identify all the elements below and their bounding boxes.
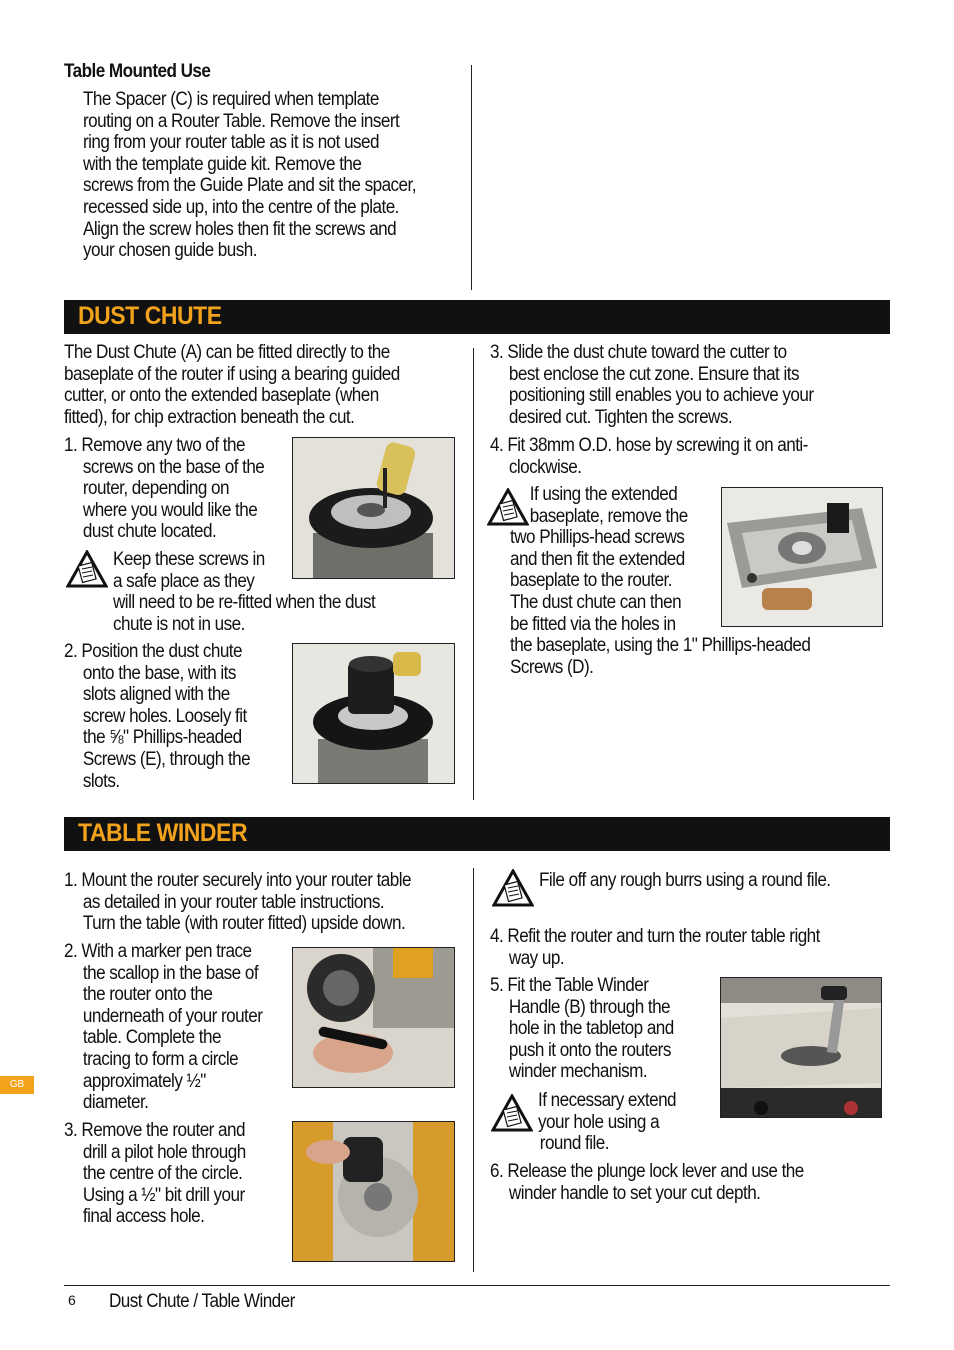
drilling-photo [292,1121,455,1262]
text-line: slots aligned with the [82,684,230,706]
text-line: routing on a Router Table. Remove the insert [83,110,400,132]
text-line: 3. Slide the dust chute toward the cutter to [490,342,787,363]
text-line: the ⅝" Phillips-headed [82,727,242,749]
table-winder-banner [64,817,890,851]
text-line: hole in the tabletop and [508,1018,674,1040]
dust-chute-photo [292,643,455,784]
dust-step-4 [490,435,808,478]
text-line: a safe place as they [113,570,255,592]
text-line: Screws (E), through the [82,748,251,770]
winder-step-1 [64,870,411,935]
dust-step-2 [64,641,250,792]
text-line: clockwise. [508,456,582,478]
text-line: two Phillips-head screws [510,527,685,549]
text-line: ring from your router table as it is not used [83,132,380,154]
winder-step-5 [490,975,674,1083]
text-line: drill a pilot hole through [82,1141,246,1163]
text-line: Using a ½" bit drill your [82,1184,245,1206]
text-line: recessed side up, into the centre of the plate. [83,196,399,218]
text-line: positioning still enables you to achieve your [508,385,814,407]
text-line: baseplate of the router if using a bearing guided [64,363,400,385]
dust-step-3 [490,342,814,428]
table-mounted-heading: Table Mounted Use [64,61,211,82]
text-line: the router onto the [82,984,213,1006]
text-line: 4. Refit the router and turn the router table right [490,926,820,947]
column-divider [473,868,474,1272]
text-line: approximately ½" [82,1070,206,1092]
text-line: way up. [508,947,565,969]
text-line: your hole using a [538,1111,660,1133]
dust-chute-title: DUST CHUTE [78,302,222,330]
text-line: as detailed in your router table instructions. [82,891,385,913]
winder-step-4 [490,926,820,969]
tracing-photo [292,947,455,1088]
table-winder-title: TABLE WINDER [78,819,248,847]
text-line: table. Complete the [82,1027,221,1049]
text-line: screws from the Guide Plate and sit the spacer, [83,175,416,197]
text-line: dust chute located. [82,521,217,543]
text-line: 4. Fit 38mm O.D. hose by screwing it on anti- [490,435,808,456]
text-line: 1. Mount the router securely into your router table [64,870,411,891]
dust-chute-intro [64,342,400,428]
text-line: the scallop in the base of [82,962,259,984]
text-line: Turn the table (with router fitted) upside down. [82,913,406,935]
text-line: The Dust Chute (A) can be fitted directly to the [64,342,390,363]
text-line: tracing to form a circle [82,1048,239,1070]
column-divider [471,65,472,290]
text-line: cutter, or onto the extended baseplate (when [64,385,379,407]
text-line: screw holes. Loosely fit [82,705,247,727]
text-line: round file. [539,1133,609,1155]
text-line: your chosen guide bush. [83,240,257,262]
text-line: 6. Release the plunge lock lever and use the [490,1161,804,1182]
text-line: best enclose the cut zone. Ensure that its [508,363,799,385]
warning-icon [491,1094,533,1132]
extended-baseplate-photo [721,487,883,627]
page-number: 6 [68,1292,76,1308]
text-line: underneath of your router [82,1005,263,1027]
text-line: the baseplate, using the 1" Phillips-headed [510,635,811,657]
footer-title: Dust Chute / Table Winder [109,1291,295,1312]
text-line: and then fit the extended [510,548,685,570]
table-mounted-text [83,89,416,262]
dust-chute-banner [64,300,890,334]
language-tab: GB [0,1076,34,1094]
text-line: router, depending on [82,478,229,500]
text-line: final access hole. [82,1206,205,1228]
text-line: will need to be re-fitted when the dust [113,592,376,614]
text-line: baseplate to the router. [510,570,672,592]
winder-step-3 [64,1120,246,1228]
text-line: Handle (B) through the [508,996,671,1018]
text-line: Screws (D). [510,656,594,678]
text-line: desired cut. Tighten the screws. [508,406,733,428]
footer-divider [64,1285,890,1286]
text-line: If necessary extend [538,1090,677,1111]
text-line: where you would like the [82,499,258,521]
text-line: Keep these screws in [113,549,265,570]
winder-warning-2 [538,1090,676,1155]
text-line: baseplate, remove the [529,505,688,527]
warning-icon [66,550,108,588]
text-line: with the template guide kit. Remove the [83,153,362,175]
text-line: the centre of the circle. [82,1163,243,1185]
text-line: 1. Remove any two of the [64,435,245,456]
winder-step-2 [64,941,262,1114]
text-line: Align the screw holes then fit the screws and [83,218,397,240]
column-divider [473,348,474,800]
text-line: 5. Fit the Table Winder [490,975,649,996]
text-line: diameter. [82,1092,149,1114]
text-line: If using the extended [529,484,678,505]
text-line: winder mechanism. [508,1061,648,1083]
winder-warning-1 [539,870,831,892]
text-line: The Spacer (C) is required when template [83,89,379,110]
text-line: 2. Position the dust chute [64,641,242,662]
text-line: File off any rough burrs using a round file. [539,870,831,891]
text-line: fitted), for chip extraction beneath the cut. [64,406,355,428]
winder-handle-photo [720,977,882,1118]
text-line: 3. Remove the router and [64,1120,245,1141]
winder-step-6 [490,1161,804,1204]
text-line: winder handle to set your cut depth. [508,1182,761,1204]
warning-icon [492,869,534,907]
text-line: The dust chute can then [510,591,682,613]
text-line: slots. [82,770,120,792]
dust-warning-1 [113,549,375,635]
text-line: push it onto the routers [508,1039,671,1061]
dust-step-1 [64,435,264,543]
text-line: screws on the base of the [82,456,265,478]
text-line: onto the base, with its [82,662,236,684]
text-line: 2. With a marker pen trace [64,941,252,962]
text-line: be fitted via the holes in [510,613,676,635]
text-line: chute is not in use. [113,613,245,635]
